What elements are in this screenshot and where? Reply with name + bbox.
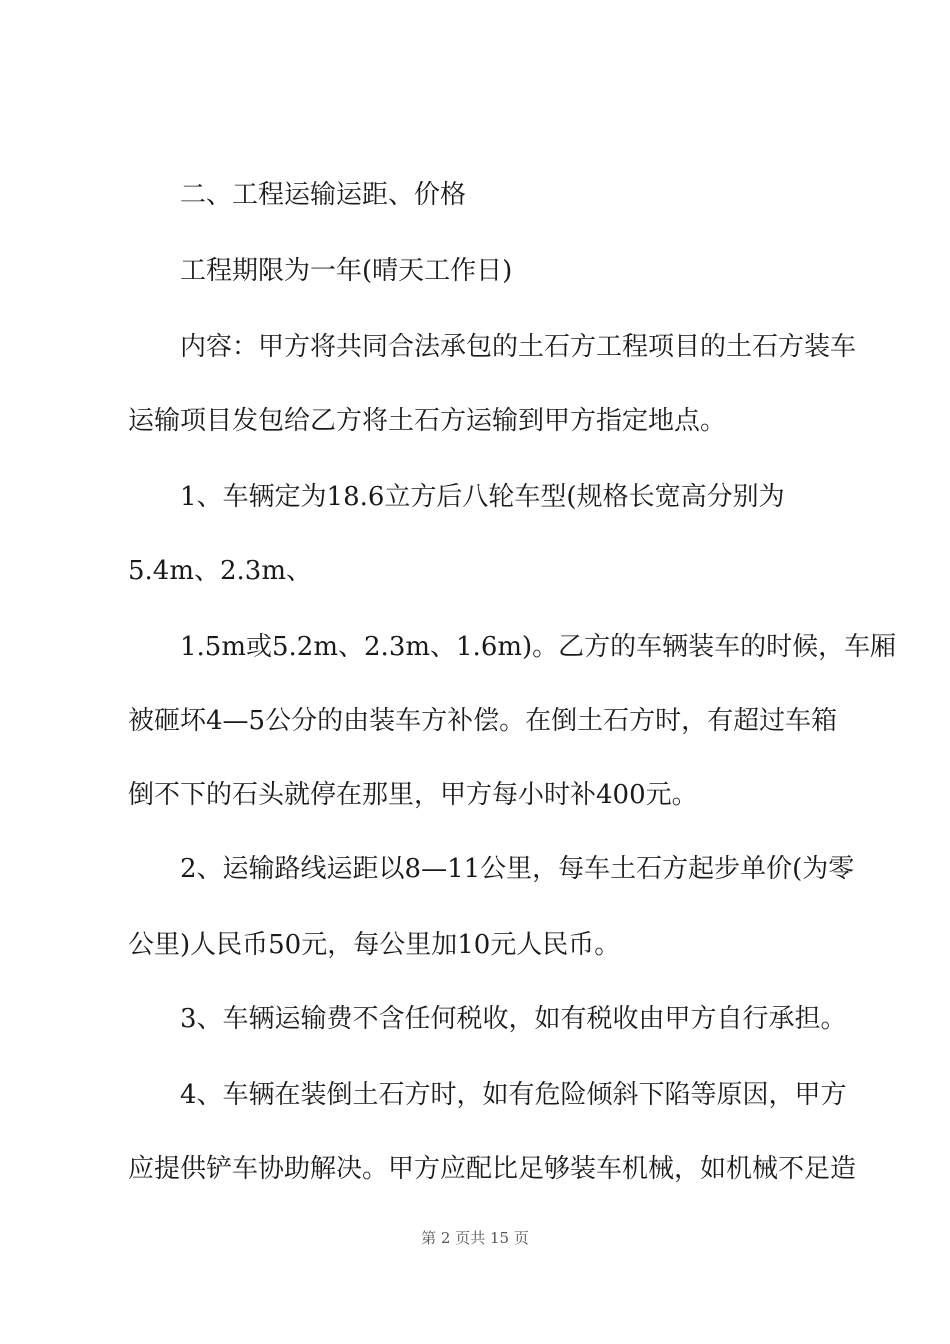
paragraph-line: 倒不下的石头就停在那里，甲方每小时补400元。 [128, 780, 698, 810]
paragraph-line: 2、运输路线运距以8—11公里，每车土石方起步单价(为零 [180, 854, 855, 884]
paragraph-line: 内容：甲方将共同合法承包的土石方工程项目的土石方装车 [180, 332, 857, 362]
paragraph-line: 被砸坏4—5公分的由装车方补偿。在倒土石方时，有超过车箱 [128, 706, 838, 736]
page-number-footer: 第 2 页共 15 页 [421, 1229, 529, 1247]
paragraph-line: 1、车辆定为18.6立方后八轮车型(规格长宽高分别为 [180, 482, 785, 512]
paragraph-line: 4、车辆在装倒土石方时，如有危险倾斜下陷等原因，甲方 [180, 1080, 847, 1110]
paragraph-line: 公里)人民币50元，每公里加10元人民币。 [128, 930, 621, 960]
paragraph-line: 5.4m、2.3m、 [128, 556, 313, 586]
paragraph-line: 3、车辆运输费不含任何税收，如有税收由甲方自行承担。 [180, 1004, 847, 1034]
paragraph-line: 运输项目发包给乙方将土石方运输到甲方指定地点。 [128, 406, 727, 436]
section-heading: 二、工程运输运距、价格 [180, 180, 467, 210]
paragraph-line: 工程期限为一年(晴天工作日) [180, 256, 513, 286]
paragraph-line: 应提供铲车协助解决。甲方应配比足够装车机械，如机械不足造 [128, 1154, 857, 1184]
paragraph-line: 1.5m或5.2m、2.3m、1.6m)。乙方的车辆装车的时候，车厢 [180, 632, 897, 662]
